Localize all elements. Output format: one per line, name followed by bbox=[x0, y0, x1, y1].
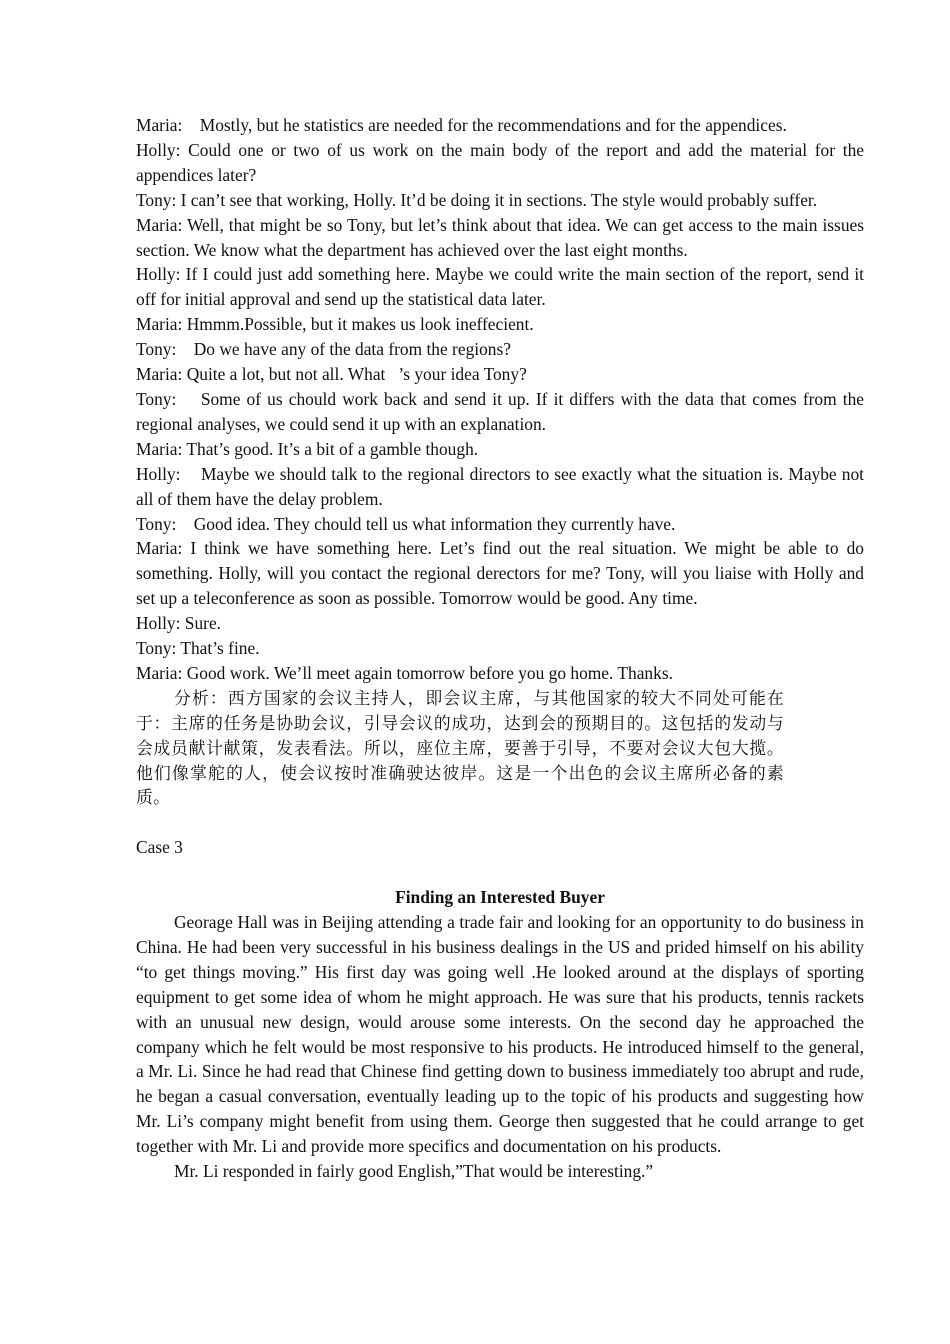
dialogue-line-maria-2: Maria: Well, that might be so Tony, but let’s think about that idea. We can get access to the main issues section. We know what the department has achieved over the last eight months. bbox=[136, 214, 864, 260]
dialogue-line-holly-2: Holly: If I could just add something here. Maybe we could write the main section of the report, send it off for initial approval and send up the statistical data later. bbox=[136, 264, 864, 310]
dialogue-line-maria-5: Maria: That’s good. It’s a bit of a gamble though. bbox=[136, 438, 479, 459]
dialogue-line-tony-3: Tony: Some of us chould work back and send it up. If it differs with the data that comes from the regional analyses, we could send it up with an explanation. bbox=[136, 388, 864, 434]
document-page bbox=[136, 113, 864, 1184]
dialogue-line-tony-2: Tony: Do we have any of the data from the regions? bbox=[136, 339, 511, 360]
case-title: Finding an Interested Buyer bbox=[395, 887, 605, 908]
dialogue-line-tony-5: Tony: That’s fine. bbox=[136, 638, 260, 659]
case-label: Case 3 bbox=[136, 837, 183, 858]
dialogue-line-holly-4: Holly: Sure. bbox=[136, 613, 222, 634]
dialogue-line-holly-1: Holly: Could one or two of us work on the main body of the report and add the material for the appendices later? bbox=[136, 139, 864, 185]
dialogue-line-holly-3: Holly: Maybe we should talk to the regional directors to see exactly what the situation is. Maybe not all of them have the delay problem. bbox=[136, 463, 864, 509]
dialogue-line-maria-1: Maria: Mostly, but he statistics are needed for the recommendations and for the appendices. bbox=[136, 115, 787, 135]
dialogue-line-maria-3: Maria: Hmmm.Possible, but it makes us look ineffecient. bbox=[136, 314, 534, 335]
dialogue-line-maria-7: Maria: Good work. We’ll meet again tomorrow before you go home. Thanks. bbox=[136, 662, 673, 683]
analysis-paragraph: 分析：西方国家的会议主持人，即会议主席，与其他国家的较大不同处可能在于：主席的任务是协助会议，引导会议的成功，达到会的预期目的。这包括的发动与会成员献计献策，发表看法。所以，座位主席，要善于引导，不要对会议大包大揽。他们像掌舵的人，使会议按时准确驶达彼岸。这是一个出色的会议主席所必备的素质。 bbox=[136, 687, 784, 808]
case-paragraph-2: Mr. Li responded in fairly good English,”That would be interesting.” bbox=[174, 1161, 654, 1182]
dialogue-line-maria-4: Maria: Quite a lot, but not all. What ’s your idea Tony? bbox=[136, 364, 527, 385]
dialogue-line-tony-4: Tony: Good idea. They chould tell us what information they currently have. bbox=[136, 513, 676, 534]
dialogue-line-tony-1: Tony: I can’t see that working, Holly. It’d be doing it in sections. The style would probably suffer. bbox=[136, 189, 818, 210]
spacer bbox=[136, 860, 864, 885]
case-paragraph-1: Georage Hall was in Beijing attending a trade fair and looking for an opportunity to do business in China. He had been very successful in his business dealings in the US and prided himself on his ability “to get things moving.” His first day was going well .He looked around at the displays of sporting equipment to get some idea of whom he might approach. He was sure that his products, tennis rackets with an unusual new design, would arouse some interests. On the second day he approached the company which he felt would be most responsive to his products. He introduced himself to the general, a Mr. Li. Since he had read that Chinese find getting down to business immediately too abrupt and rude, he began a casual conversation, eventually leading up to the topic of his products and suggesting how Mr. Li’s company might benefit from using them. George then suggested that he could arrange to get together with Mr. Li and provide more specifics and documentation on his products. bbox=[136, 911, 864, 1157]
spacer bbox=[136, 810, 864, 835]
dialogue-line-maria-6: Maria: I think we have something here. Let’s find out the real situation. We might be able to do something. Holly, will you contact the regional derectors for me? Tony, will you liaise with Holly and set up a teleconference as soon as possible. Tomorrow would be good. Any time. bbox=[136, 538, 864, 609]
